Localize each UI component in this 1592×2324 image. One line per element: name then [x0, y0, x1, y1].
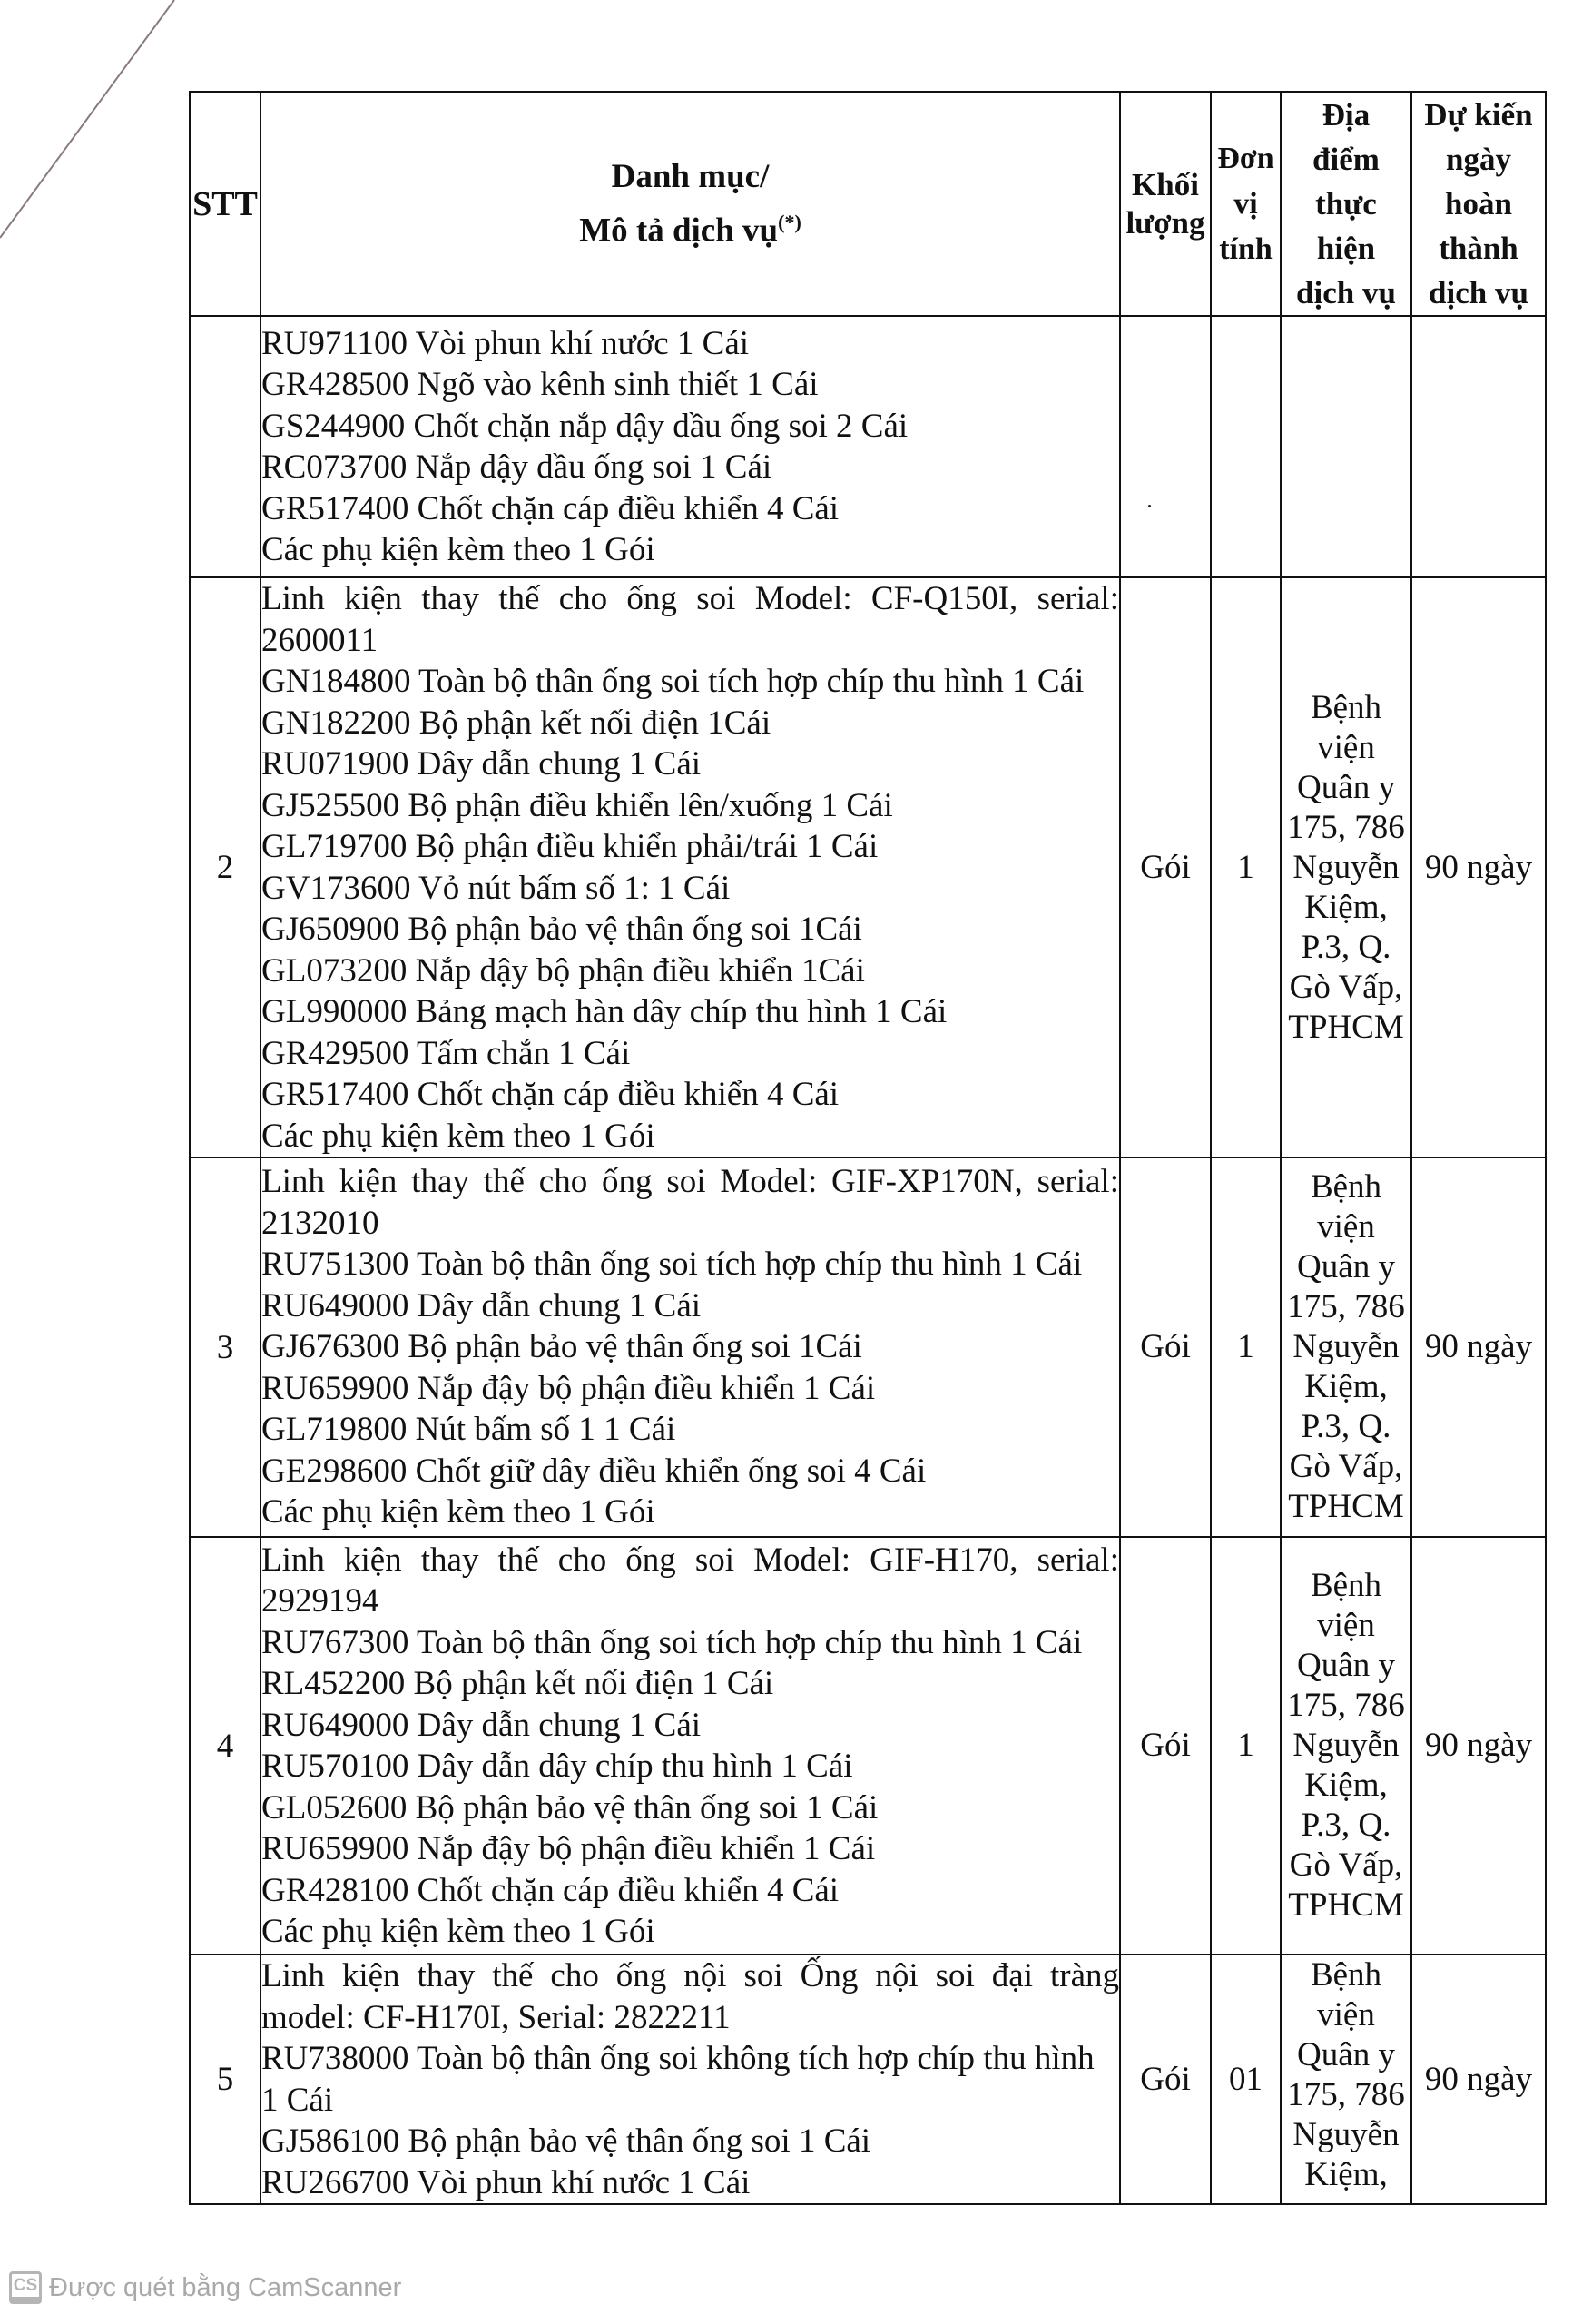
row-location-line: TPHCM [1288, 1488, 1404, 1525]
header-location-line: điểm [1312, 142, 1380, 177]
row-item-line: 1 Cái [261, 2081, 334, 2119]
row-item-line: RU751300 Toàn bộ thân ống soi tích hợp chíp thu hình 1 Cái [261, 1246, 1083, 1284]
row-unit: 1 [1211, 577, 1281, 1157]
row-location-line: Bệnh [1310, 1168, 1382, 1206]
header-stt: STT [190, 92, 260, 316]
header-quantity [1120, 92, 1211, 316]
row-item-line: GL052600 Bộ phận bảo vệ thân ống soi 1 Cái [261, 1788, 879, 1827]
row-location-line: Kiệm, [1304, 888, 1388, 926]
row-description [260, 316, 1120, 577]
row-location-line: Bệnh [1310, 1567, 1382, 1604]
row-item-line: GJ676300 Bộ phận bảo vệ thân ống soi 1Cái [261, 1328, 862, 1366]
header-location-line: Địa [1322, 97, 1371, 133]
row-location-line: viện [1317, 1607, 1375, 1644]
row-location-line: Nguyễn [1292, 2116, 1400, 2153]
row-title-line: Linh kiện thay thế cho ống soi Model: GIF-XP170N, serial: [261, 1163, 1119, 1201]
row-item-line: GL990000 Bảng mạch hàn dây chíp thu hình 1 Cái [261, 993, 948, 1030]
row-location [1281, 316, 1411, 577]
header-completion-line: ngày [1446, 142, 1511, 177]
header-unit-line: vị [1233, 186, 1258, 221]
row-location-line: Nguyễn [1292, 1727, 1400, 1764]
row-completion: 90 ngày [1411, 1537, 1546, 1955]
row-item-line: GV173600 Vỏ nút bấm số 1: 1 Cái [261, 869, 731, 907]
row-item-line: GJ650900 Bộ phận bảo vệ thân ống soi 1Cái [261, 911, 862, 948]
row-quantity: Gói [1120, 1955, 1211, 2204]
row-description [260, 577, 1120, 1157]
row-item-line: RL452200 Bộ phận kết nối điện 1 Cái [261, 1665, 774, 1702]
row-completion: 90 ngày [1411, 1157, 1546, 1537]
header-description-superscript: (*) [778, 210, 801, 233]
row-item-line: GR517400 Chốt chặn cáp điều khiển 4 Cái [261, 1076, 840, 1113]
row-quantity: Gói [1120, 1157, 1211, 1537]
row-description [260, 1955, 1120, 2204]
row-description [260, 1157, 1120, 1537]
header-quantity-line: lượng [1125, 204, 1205, 241]
camscanner-footer [9, 2270, 401, 2306]
row-location-line: viện [1317, 1208, 1375, 1246]
row-completion: 90 ngày [1411, 1955, 1546, 2204]
row-location-line: TPHCM [1288, 1886, 1404, 1924]
row-item-line: GE298600 Chốt giữ dây điều khiển ống soi 4 Cái [261, 1452, 927, 1490]
row-location-line: Gò Vấp, [1289, 1448, 1403, 1485]
header-location-line: dịch vụ [1296, 275, 1396, 310]
header-location [1281, 92, 1411, 316]
row-quantity: Gói [1120, 1537, 1211, 1955]
row-item-line: GL719800 Nút bấm số 1 1 Cái [261, 1411, 676, 1449]
row-location-line: Kiệm, [1304, 1368, 1388, 1405]
row-item-line: RU266700 Vòi phun khí nước 1 Cái [261, 2163, 751, 2201]
header-completion-line: hoàn [1445, 186, 1512, 222]
row-location-line: Nguyễn [1292, 848, 1400, 886]
row-item-line: RU649000 Dây dẫn chung 1 Cái [261, 1706, 702, 1744]
header-description-line1: Danh mục/ [611, 157, 770, 195]
table-row [190, 1537, 1546, 1955]
row-item-line: RU071900 Dây dẫn chung 1 Cái [261, 745, 702, 783]
row-item-line: GR517400 Chốt chặn cáp điều khiển 4 Cái [261, 489, 840, 527]
row-item-line: GR429500 Tấm chắn 1 Cái [261, 1034, 631, 1072]
row-unit: 01 [1211, 1955, 1281, 2204]
header-unit [1211, 92, 1281, 316]
row-stt: 3 [190, 1157, 260, 1537]
row-item-line: Các phụ kiện kèm theo 1 Gói [261, 531, 655, 568]
row-item-line: GJ525500 Bộ phận điều khiển lên/xuống 1 Cái [261, 786, 893, 824]
row-unit: 1 [1211, 1537, 1281, 1955]
row-location-line: Quân y [1297, 1248, 1395, 1285]
row-location-line: Bệnh [1310, 1956, 1382, 1994]
row-location [1281, 1537, 1411, 1955]
camscanner-text: Được quét bằng CamScanner [49, 2272, 402, 2302]
service-table [189, 91, 1547, 2205]
header-description-text: Mô tả dịch vụ [579, 212, 779, 250]
row-item-line: RU767300 Toàn bộ thân ống soi tích hợp chíp thu hình 1 Cái [261, 1623, 1083, 1661]
row-unit: 1 [1211, 1157, 1281, 1537]
row-completion: 90 ngày [1411, 577, 1546, 1157]
header-description-line2 [261, 200, 1119, 253]
row-location [1281, 1157, 1411, 1537]
row-unit [1211, 316, 1281, 577]
table-row [190, 1955, 1546, 2204]
row-location-line: Nguyễn [1292, 1328, 1400, 1365]
header-location-line: hiện [1316, 231, 1376, 266]
row-location-line: Quân y [1297, 1647, 1395, 1684]
row-quantity: Gói [1120, 577, 1211, 1157]
row-location-line: viện [1317, 728, 1375, 766]
row-title-line: Linh kiện thay thế cho ống nội soi Ống nội soi đại tràng [261, 1957, 1119, 1994]
row-stt: 5 [190, 1955, 260, 2204]
row-item-line: Các phụ kiện kèm theo 1 Gói [261, 1913, 655, 1950]
row-location-line: Gò Vấp, [1289, 1846, 1403, 1884]
row-item-line: GN184800 Toàn bộ thân ống soi tích hợp chíp thu hình 1 Cái [261, 663, 1085, 700]
table-header-row [190, 92, 1546, 316]
row-location-line: P.3, Q. [1301, 1807, 1391, 1844]
row-location [1281, 577, 1411, 1157]
row-location-line: Quân y [1297, 2036, 1395, 2073]
row-description [260, 1537, 1120, 1955]
row-location-line: P.3, Q. [1301, 1408, 1391, 1445]
row-location-line: Quân y [1297, 768, 1395, 806]
row-item-line: GL719700 Bộ phận điều khiển phải/trái 1 Cái [261, 828, 879, 865]
row-item-line: RU659900 Nắp đậy bộ phận điều khiển 1 Cái [261, 1369, 876, 1407]
header-completion [1411, 92, 1546, 316]
row-location [1281, 1955, 1411, 2204]
row-item-line: GN182200 Bộ phận kết nối điện 1Cái [261, 704, 771, 742]
row-location-line: Gò Vấp, [1289, 968, 1403, 1006]
row-item-line: RU971100 Vòi phun khí nước 1 Cái [261, 324, 750, 362]
table-row [190, 577, 1546, 1157]
row-title-line: model: CF-H170I, Serial: 2822211 [261, 1998, 731, 2036]
row-quantity [1120, 316, 1211, 577]
row-title-line: 2132010 [261, 1204, 379, 1242]
row-location-line: 175, 786 [1287, 1288, 1405, 1325]
row-location-line: Kiệm, [1304, 1767, 1388, 1804]
row-location-line: 175, 786 [1287, 808, 1405, 846]
row-stt: 4 [190, 1537, 260, 1955]
row-location-line: Bệnh [1310, 688, 1382, 726]
row-item-line: GS244900 Chốt chặn nắp dậy dầu ống soi 2 Cái [261, 407, 909, 445]
row-title-line: 2600011 [261, 621, 378, 659]
row-item-line: RU570100 Dây dẫn dây chíp thu hình 1 Cái [261, 1748, 853, 1785]
row-location-line: P.3, Q. [1301, 928, 1391, 966]
header-unit-line: Đơn [1217, 141, 1274, 175]
scan-speck [1148, 505, 1151, 507]
header-completion-line: thành [1439, 231, 1518, 266]
row-location-line: 175, 786 [1287, 1687, 1405, 1724]
table-row [190, 316, 1546, 577]
row-title-line: Linh kiện thay thế cho ống soi Model: CF-Q150I, serial: [261, 580, 1119, 617]
row-title-line: Linh kiện thay thế cho ống soi Model: GIF-H170, serial: [261, 1541, 1119, 1579]
header-location-line: thực [1315, 186, 1377, 222]
row-stt [190, 316, 260, 577]
camscanner-logo-icon: CS [9, 2271, 42, 2304]
row-item-line: GL073200 Nắp dậy bộ phận điều khiển 1Cái [261, 951, 865, 990]
header-unit-line: tính [1219, 231, 1273, 266]
row-location-line: viện [1317, 1996, 1375, 2034]
table-row [190, 1157, 1546, 1537]
header-completion-line: Dự kiến [1424, 97, 1533, 133]
row-completion [1411, 316, 1546, 577]
row-item-line: Các phụ kiện kèm theo 1 Gói [261, 1117, 655, 1155]
row-item-line: GR428500 Ngõ vào kênh sinh thiết 1 Cái [261, 366, 819, 403]
row-item-line: RU649000 Dây dẫn chung 1 Cái [261, 1286, 702, 1324]
header-completion-line: dịch vụ [1429, 275, 1528, 310]
row-item-line: GR428100 Chốt chặn cáp điều khiển 4 Cái [261, 1871, 840, 1909]
row-location-line: TPHCM [1288, 1008, 1404, 1046]
row-item-line: RU659900 Nắp đậy bộ phận điều khiển 1 Cái [261, 1830, 876, 1867]
row-location-line: Kiệm, [1304, 2156, 1388, 2193]
row-title-line: 2929194 [261, 1582, 379, 1620]
scan-edge-line [0, 0, 200, 254]
row-item-line: GJ586100 Bộ phận bảo vệ thân ống soi 1 Cái [261, 2122, 871, 2160]
header-description [260, 92, 1120, 316]
row-item-line: RU738000 Toàn bộ thân ống soi không tích hợp chíp thu hình [261, 2040, 1095, 2077]
row-item-line: Các phụ kiện kèm theo 1 Gói [261, 1493, 655, 1531]
header-quantity-line: Khối [1132, 166, 1199, 202]
row-stt: 2 [190, 577, 260, 1157]
row-location-line: 175, 786 [1287, 2076, 1405, 2113]
row-item-line: RC073700 Nắp dậy dầu ống soi 1 Cái [261, 448, 772, 486]
